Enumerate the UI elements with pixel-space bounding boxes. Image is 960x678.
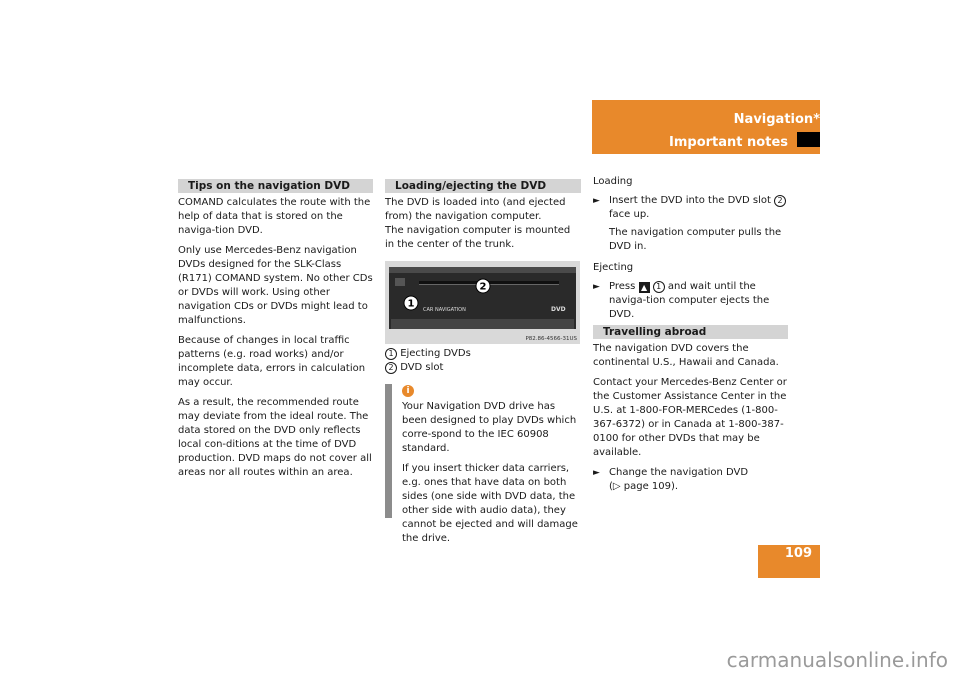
figure-code: P82.86-4566-31US [525,336,577,342]
legend-text: DVD slot [400,362,444,373]
travelling-abroad-section [593,325,788,494]
page-number: 109 [784,546,812,561]
callout-2: 2 [479,281,487,293]
paragraph: Only use Mercedes-Benz navigation DVDs designed for the SLK-Class (R171) COMAND system. No other CDs or DVDs will work. Using other navigation CDs or DVDs might lead to malfunctions. [178,245,373,326]
loading-title: Loading [593,176,633,187]
bullet-arrow-icon: ► [593,196,600,206]
step-text: Press [609,281,636,292]
loading-result: The navigation computer pulls the DVD in. [609,227,782,252]
dvd-drive-illustration [385,261,580,344]
bullet-arrow-icon: ► [593,282,600,292]
info-paragraph: Your Navigation DVD drive has been designed to play DVDs which corre-spond to the IEC 60908 standard. [402,401,577,454]
eject-key-icon: ▲ [639,282,650,293]
column-loading-steps [593,175,789,322]
info-box [402,400,580,552]
column-loading-ejecting [385,179,581,252]
ref-number: 1 [653,281,665,293]
eject-step [593,280,789,322]
column-tips [178,179,373,486]
change-dvd-step [593,466,788,494]
section-title: Navigation* [733,112,820,127]
bullet-arrow-icon: ► [593,468,600,478]
paragraph: The navigation DVD covers the continental U.S., Hawaii and Canada. [593,343,779,368]
heading-loading-ejecting: Loading/ejecting the DVD [385,179,581,193]
device-label: CAR NAVIGATION [423,307,466,313]
dvd-drive-svg [385,261,580,344]
paragraph: As a result, the recommended route may deviate from the ideal route. The data stored on the DVD only reflects local con-ditions at the time of DVD production. DVD maps do not cover all areas nor all routes within an area. [178,397,372,478]
step-text: Change the navigation DVD [609,467,749,478]
legend-text: Ejecting DVDs [400,348,471,359]
heading-tips: Tips on the navigation DVD [178,179,373,193]
figure-legend [385,347,581,375]
paragraph: Contact your Mercedes-Benz Center or the Customer Assistance Center in the U.S. at 1-800-FOR-MERCedes (1-800-367-6372) or in Canada at 1-800-387-0100 for other DVDs that may be available. [593,377,787,458]
dvd-logo: DVD [551,306,566,313]
page-reference-link[interactable]: (▷ page 109). [609,481,679,492]
legend-item [385,347,581,361]
paragraph: COMAND calculates the route with the help of data that is stored on the naviga-tion DVD. [178,197,371,236]
paragraph: Because of changes in local traffic patterns (e.g. road works) and/or incomplete data, errors in calculation may occur. [178,335,366,388]
section-subtitle: Important notes [669,135,788,150]
header-tab-marker [797,132,820,147]
watermark: carmanualsonline.info [726,648,948,672]
callout-1: 1 [407,298,415,310]
ref-number: 2 [774,195,786,207]
legend-number: 2 [385,362,397,374]
intro-line: The navigation computer is mounted in the center of the trunk. [385,225,571,250]
loading-step [593,194,789,222]
info-paragraph: If you insert thicker data carriers, e.g. ones that have data on both sides (one side with DVD data, the other side with audio data), they cannot be ejected and will damage the drive. [402,463,578,544]
legend-number: 1 [385,348,397,360]
info-sidebar [385,384,392,518]
step-text: face up. [609,209,650,220]
step-text: Insert the DVD into the DVD slot [609,195,771,206]
info-icon: i [402,385,414,397]
intro-line: The DVD is loaded into (and ejected from) the navigation computer. [385,197,566,222]
step-text: and wait until the naviga-tion computer ejects the DVD. [609,281,770,320]
ejecting-title: Ejecting [593,262,634,273]
heading-travelling-abroad: Travelling abroad [593,325,788,339]
legend-item [385,361,581,375]
